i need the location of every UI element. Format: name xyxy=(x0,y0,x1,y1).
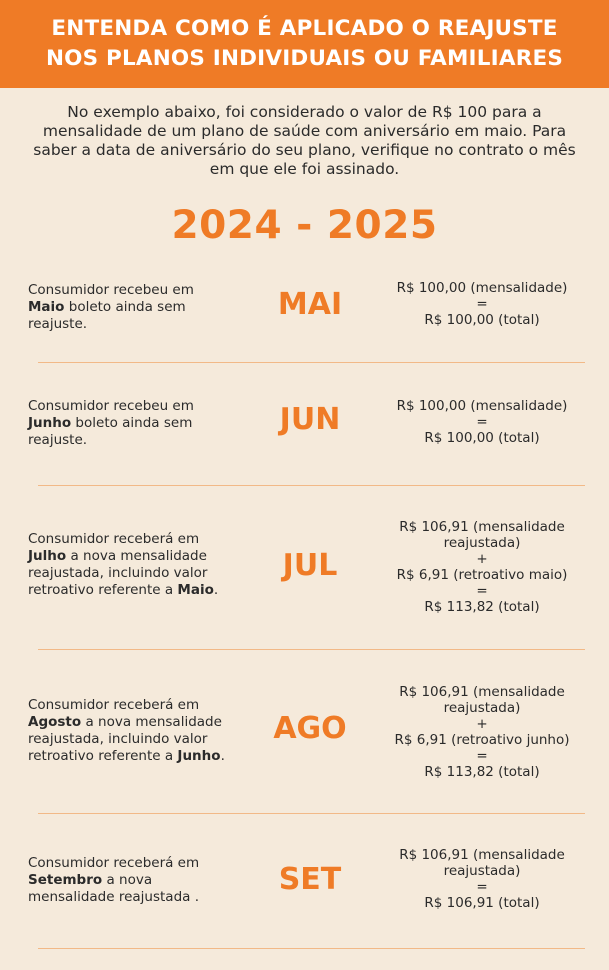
desc-text: a nova mensalidade reajustada, incluindo valor retroativo referente a xyxy=(28,548,208,598)
calc-line: + xyxy=(476,716,488,732)
calc-line: R$ 6,91 (retroativo junho) xyxy=(394,732,570,748)
month-label: JUN xyxy=(279,402,341,437)
desc-text: boleto ainda sem reajuste. xyxy=(28,415,193,448)
calc-line: R$ 106,91 (total) xyxy=(424,895,540,911)
desc-text: a nova mensalidade reajustada . xyxy=(28,872,199,905)
header-title-line2: NOS PLANOS INDIVIDUAIS OU FAMILIARES xyxy=(45,46,564,71)
row-divider xyxy=(38,362,585,363)
row-divider xyxy=(38,813,585,814)
calc-line: = xyxy=(476,748,488,764)
row-calculation xyxy=(382,684,582,780)
intro-line: mensalidade de um plano de saúde com aniversário em maio. Para xyxy=(42,122,567,140)
month-label: JUL xyxy=(282,548,338,583)
calc-line: R$ 106,91 (mensalidade xyxy=(399,684,565,700)
period-title: 2024 - 2025 xyxy=(171,203,438,248)
calc-line: R$ 113,82 (total) xyxy=(424,599,540,615)
row-calculation xyxy=(382,398,582,446)
desc-text: boleto ainda sem reajuste. xyxy=(28,299,186,332)
row-description xyxy=(28,531,238,599)
row-description xyxy=(28,697,238,765)
desc-month: Junho xyxy=(177,748,221,764)
desc-month: Agosto xyxy=(28,714,82,730)
row-description xyxy=(28,855,238,906)
calc-line: R$ 100,00 (mensalidade) xyxy=(396,398,568,414)
desc-month: Maio xyxy=(28,299,65,315)
row-calculation xyxy=(382,519,582,615)
desc-text: Consumidor receberá em xyxy=(28,697,200,713)
desc-month: Maio xyxy=(177,582,214,598)
calc-line: R$ 6,91 (retroativo maio) xyxy=(396,567,568,583)
row-calculation xyxy=(382,847,582,911)
calc-line: R$ 106,91 (mensalidade xyxy=(399,519,565,535)
calc-line: R$ 113,82 (total) xyxy=(424,764,540,780)
desc-month: Julho xyxy=(28,548,67,564)
desc-text: a nova mensalidade reajustada, incluindo valor retroativo referente a xyxy=(28,714,222,764)
calc-line: = xyxy=(476,414,488,430)
row-description xyxy=(28,282,238,333)
intro-text xyxy=(24,103,585,179)
calc-line: reajustada) xyxy=(443,700,521,716)
desc-text: Consumidor recebeu em xyxy=(28,398,194,414)
intro-line: saber a data de aniversário do seu plano, verifique no contrato o mês xyxy=(33,141,576,159)
calc-line: reajustada) xyxy=(443,863,521,879)
row-divider xyxy=(38,649,585,650)
calc-line: R$ 100,00 (mensalidade) xyxy=(396,280,568,296)
desc-text: . xyxy=(213,582,219,598)
calc-line: R$ 100,00 (total) xyxy=(424,312,540,328)
desc-month: Junho xyxy=(28,415,72,431)
calc-line: = xyxy=(476,296,488,312)
calc-line: R$ 106,91 (mensalidade xyxy=(399,847,565,863)
desc-text: Consumidor recebeu em xyxy=(28,282,194,298)
desc-month: Setembro xyxy=(28,872,103,888)
calc-line: + xyxy=(476,551,488,567)
calc-line: = xyxy=(476,583,488,599)
intro-line: No exemplo abaixo, foi considerado o valor de R$ 100 para a xyxy=(67,103,542,121)
row-divider xyxy=(38,948,585,949)
row-divider xyxy=(38,485,585,486)
month-label: AGO xyxy=(273,711,347,746)
calc-line: reajustada) xyxy=(443,535,521,551)
intro-line: em que ele foi assinado. xyxy=(209,160,400,178)
desc-text: Consumidor receberá em xyxy=(28,531,200,547)
row-description xyxy=(28,398,238,449)
desc-text: . xyxy=(220,748,225,764)
month-label: SET xyxy=(278,862,342,897)
calc-line: R$ 100,00 (total) xyxy=(424,430,540,446)
desc-text: Consumidor receberá em xyxy=(28,855,200,871)
calc-line: = xyxy=(476,879,488,895)
month-label: MAI xyxy=(277,287,343,322)
header-banner xyxy=(0,0,609,88)
header-title-line1: ENTENDA COMO É APLICADO O REAJUSTE xyxy=(51,16,558,41)
row-calculation xyxy=(382,280,582,328)
